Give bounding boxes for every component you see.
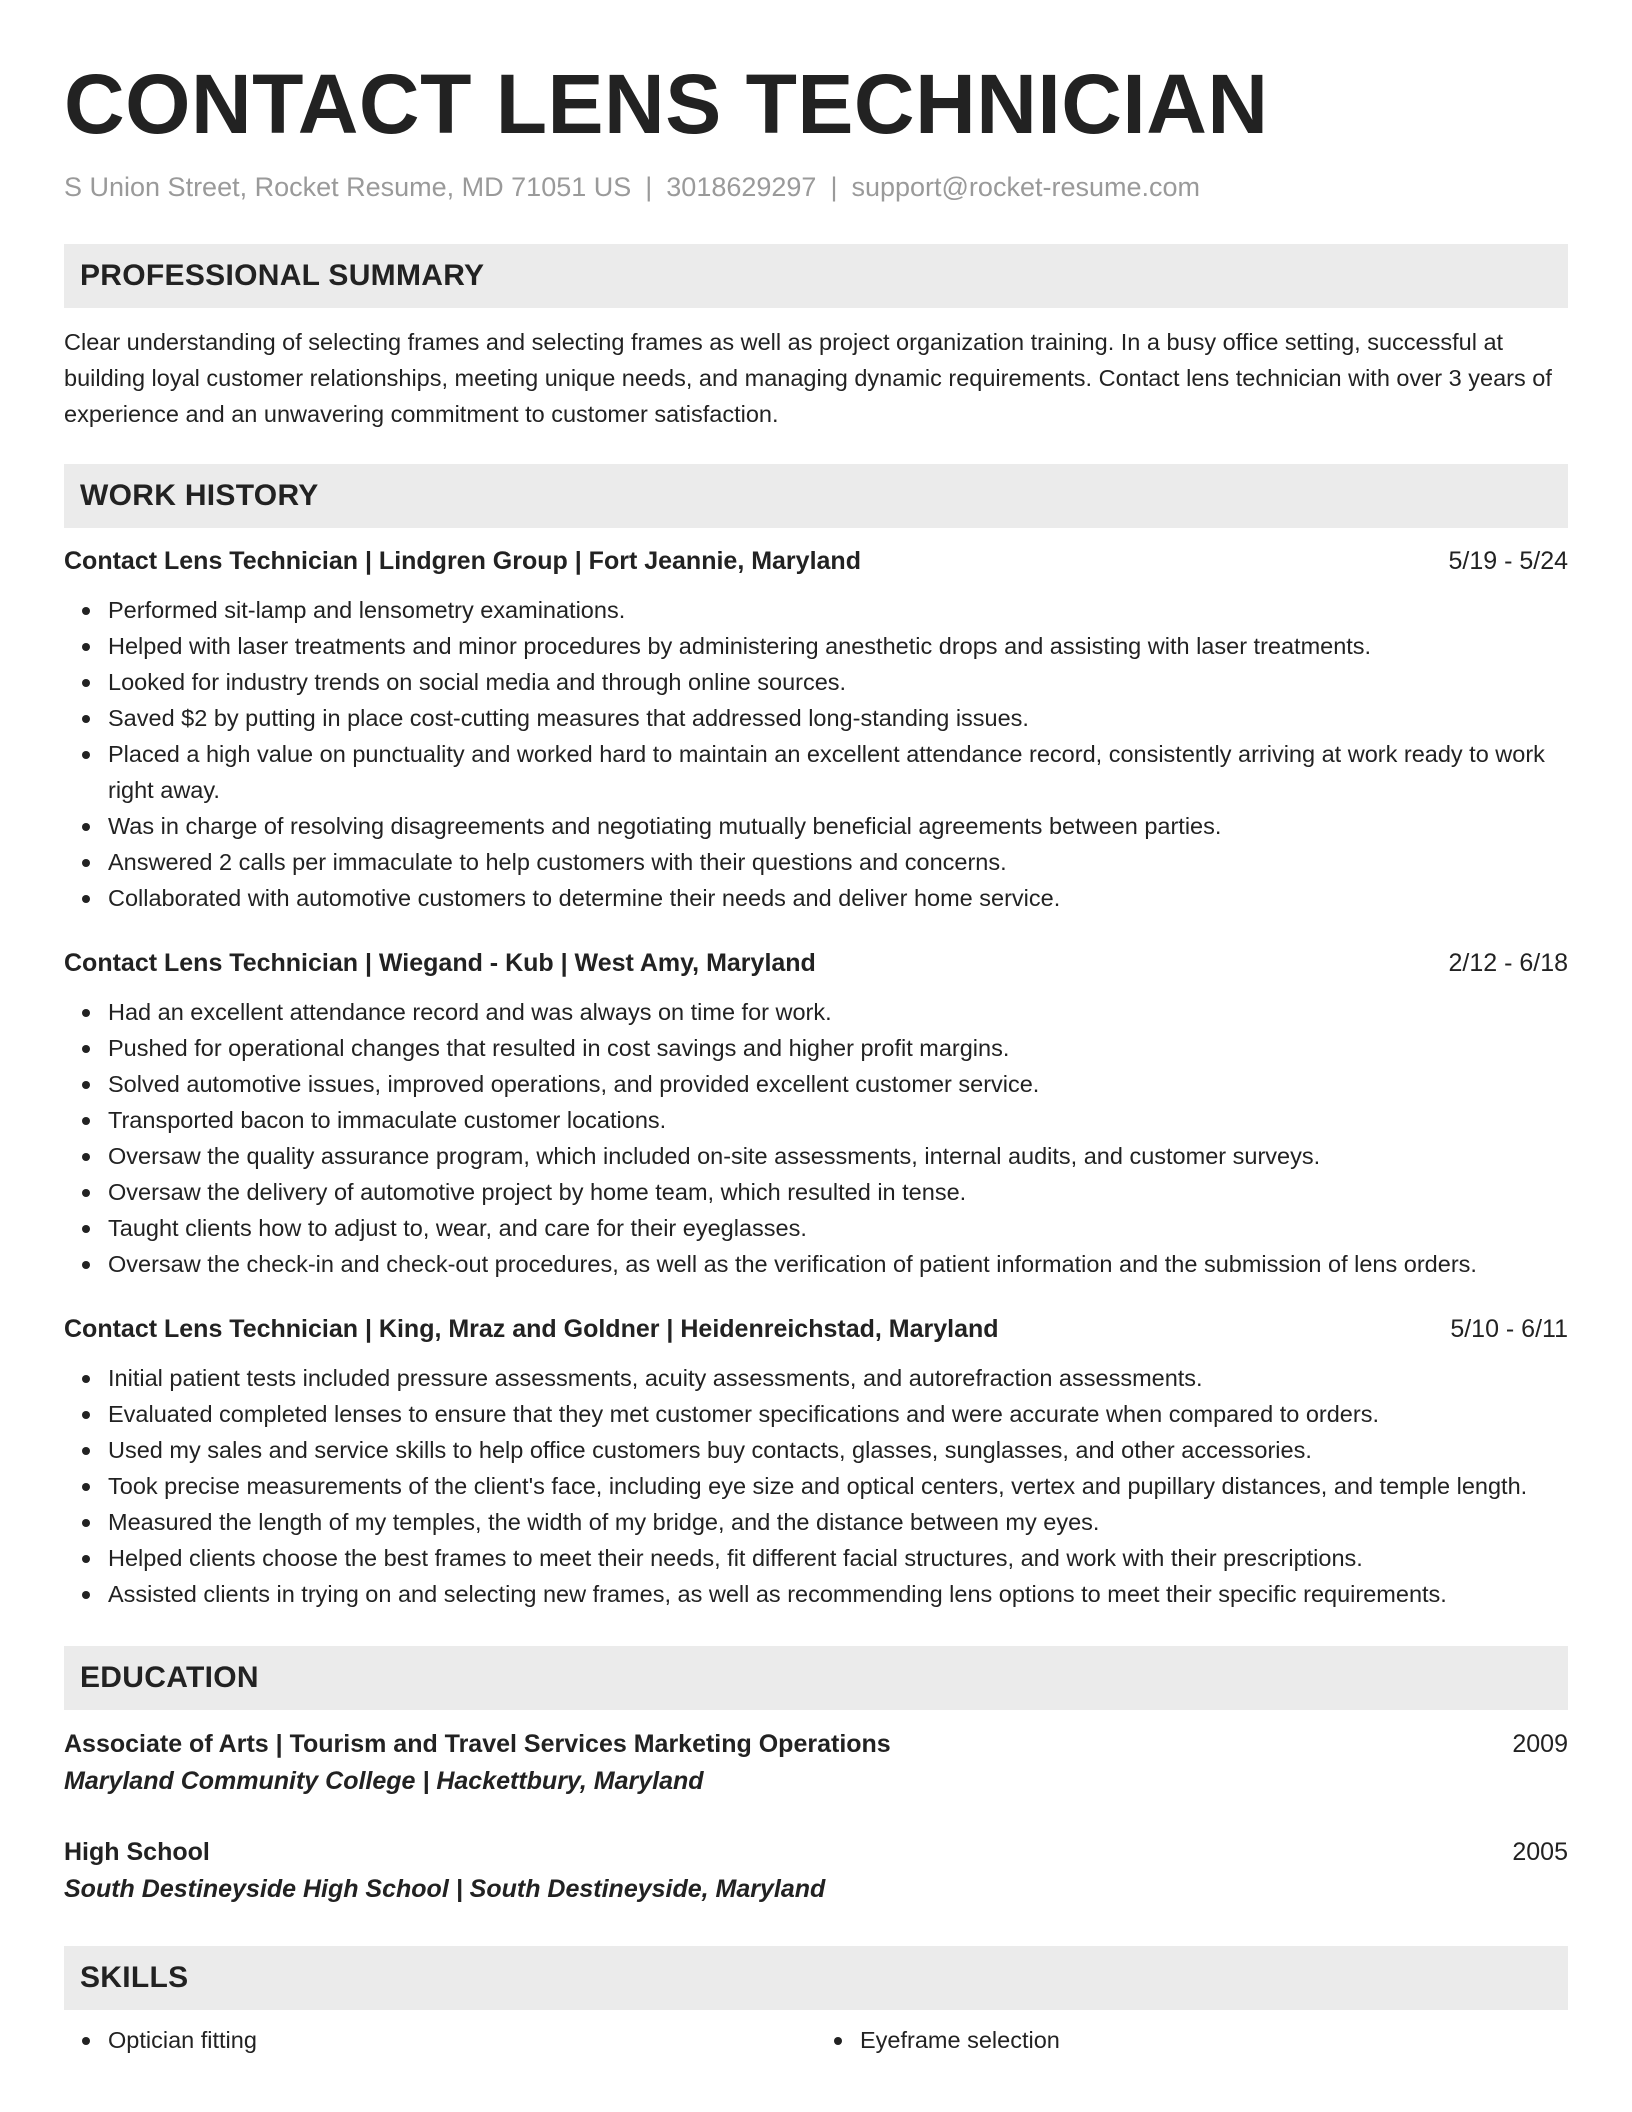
- job-header: [64, 1312, 1568, 1346]
- list-item: Solved automotive issues, improved operations, and provided excellent customer service.: [64, 1066, 1568, 1102]
- education-degree: Associate of Arts | Tourism and Travel Services Marketing Operations: [64, 1730, 891, 1758]
- list-item: Transported bacon to immaculate customer locations.: [64, 1102, 1568, 1138]
- skills-heading: SKILLS: [80, 1961, 189, 1994]
- job-entry: [64, 1312, 1568, 1612]
- list-item: Used my sales and service skills to help office customers buy contacts, glasses, sunglasses, and other accessories.: [64, 1432, 1568, 1468]
- list-item: Had an excellent attendance record and was always on time for work.: [64, 994, 1568, 1030]
- list-item: Measured the length of my temples, the width of my bridge, and the distance between my eyes.: [64, 1504, 1568, 1540]
- contact-address: S Union Street, Rocket Resume, MD 71051 US: [64, 172, 632, 202]
- work-heading: WORK HISTORY: [80, 479, 319, 512]
- contact-phone: 3018629297: [666, 172, 817, 202]
- list-item: Collaborated with automotive customers to determine their needs and deliver home service.: [64, 880, 1568, 916]
- education-year: 2009: [1512, 1730, 1568, 1758]
- contact-line: [64, 170, 1568, 204]
- list-item: Oversaw the delivery of automotive project by home team, which resulted in tense.: [64, 1174, 1568, 1210]
- job-dates: 5/10 - 6/11: [1450, 1315, 1568, 1343]
- list-item: Answered 2 calls per immaculate to help customers with their questions and concerns.: [64, 844, 1568, 880]
- list-item: Took precise measurements of the client's face, including eye size and optical centers, vertex and pupillary distances, and temple length.: [64, 1468, 1568, 1504]
- list-item: Evaluated completed lenses to ensure that they met customer specifications and were accurate when compared to orders.: [64, 1396, 1568, 1432]
- education-school: Maryland Community College | Hackettbury, Maryland: [64, 1767, 704, 1795]
- education-school: South Destineyside High School | South Destineyside, Maryland: [64, 1875, 826, 1903]
- list-item: Eyeframe selection: [816, 2022, 1568, 2058]
- job-title: Contact Lens Technician | King, Mraz and Goldner | Heidenreichstad, Maryland: [64, 1315, 999, 1343]
- summary-section-bar: [64, 244, 1568, 308]
- resume-name: CONTACT LENS TECHNICIAN: [64, 57, 1269, 151]
- work-section-bar: [64, 464, 1568, 528]
- job-entry: [64, 946, 1568, 1282]
- contact-separator: |: [830, 172, 838, 202]
- list-item: Helped clients choose the best frames to meet their needs, fit different facial structures, and work with their prescriptions.: [64, 1540, 1568, 1576]
- list-item: Initial patient tests included pressure assessments, acuity assessments, and autorefraction assessments.: [64, 1360, 1568, 1396]
- job-title: Contact Lens Technician | Lindgren Group | Fort Jeannie, Maryland: [64, 547, 861, 575]
- job-dates: 5/19 - 5/24: [1448, 547, 1568, 575]
- education-header: [64, 1726, 1568, 1762]
- education-heading: EDUCATION: [80, 1661, 259, 1694]
- job-header: [64, 544, 1568, 578]
- education-section-bar: [64, 1646, 1568, 1710]
- education-header: [64, 1834, 1568, 1870]
- job-bullets: [64, 592, 1568, 916]
- skills-grid: [64, 2022, 1568, 2058]
- list-item: Saved $2 by putting in place cost-cutting measures that addressed long-standing issues.: [64, 700, 1568, 736]
- resume-page: [64, 56, 1568, 2058]
- education-entry: [64, 1834, 1568, 1908]
- list-item: Oversaw the check-in and check-out procedures, as well as the verification of patient information and the submission of lens orders.: [64, 1246, 1568, 1282]
- summary-text: Clear understanding of selecting frames and selecting frames as well as project organization training. In a busy office setting, successful at building loyal customer relationships, meeting unique needs, and managing dynamic requirements. Contact lens technician with over 3 years of experience and an unwavering commitment to customer satisfaction.: [64, 329, 1552, 427]
- list-item: Pushed for operational changes that resulted in cost savings and higher profit margins.: [64, 1030, 1568, 1066]
- job-bullets: [64, 1360, 1568, 1612]
- list-item: Was in charge of resolving disagreements and negotiating mutually beneficial agreements between parties.: [64, 808, 1568, 844]
- skills-left-column: [64, 2022, 816, 2058]
- list-item: Placed a high value on punctuality and worked hard to maintain an excellent attendance record, consistently arriving at work ready to work right away.: [64, 736, 1568, 808]
- contact-email: support@rocket-resume.com: [851, 172, 1200, 202]
- skills-right-column: [816, 2022, 1568, 2058]
- list-item: Taught clients how to adjust to, wear, and care for their eyeglasses.: [64, 1210, 1568, 1246]
- list-item: Oversaw the quality assurance program, which included on-site assessments, internal audits, and customer surveys.: [64, 1138, 1568, 1174]
- skills-section-bar: [64, 1946, 1568, 2010]
- list-item: Helped with laser treatments and minor procedures by administering anesthetic drops and assisting with laser treatments.: [64, 628, 1568, 664]
- job-title: Contact Lens Technician | Wiegand - Kub | West Amy, Maryland: [64, 949, 816, 977]
- job-entry: [64, 544, 1568, 916]
- education-degree: High School: [64, 1838, 210, 1866]
- job-bullets: [64, 994, 1568, 1282]
- job-header: [64, 946, 1568, 980]
- contact-separator: |: [645, 172, 653, 202]
- education-entry: [64, 1726, 1568, 1800]
- list-item: Optician fitting: [64, 2022, 816, 2058]
- list-item: Performed sit-lamp and lensometry examinations.: [64, 592, 1568, 628]
- summary-heading: PROFESSIONAL SUMMARY: [80, 259, 485, 292]
- education-year: 2005: [1512, 1838, 1568, 1866]
- list-item: Looked for industry trends on social media and through online sources.: [64, 664, 1568, 700]
- list-item: Assisted clients in trying on and selecting new frames, as well as recommending lens options to meet their specific requirements.: [64, 1576, 1568, 1612]
- job-dates: 2/12 - 6/18: [1448, 949, 1568, 977]
